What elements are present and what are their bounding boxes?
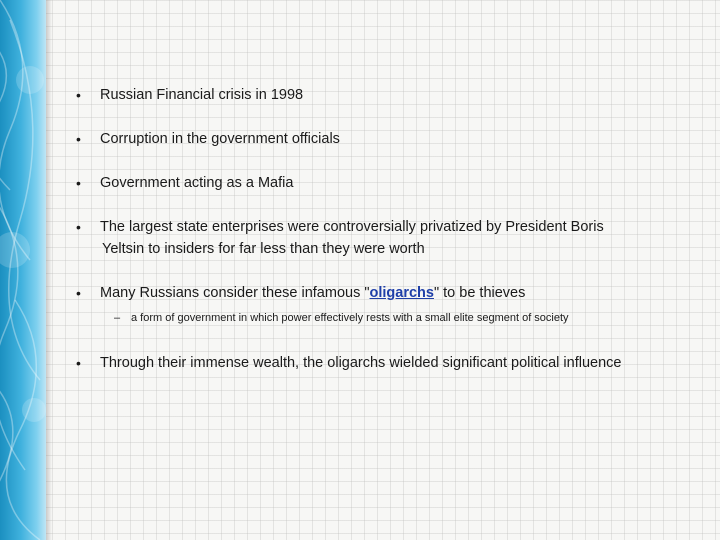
bullet-item (76, 216, 686, 260)
bullet-item (76, 282, 686, 304)
wave-pattern-icon (0, 0, 46, 540)
bullet-text-suffix: " to be thieves (433, 285, 526, 301)
bullet-text: Russian Financial crisis in 1998 (100, 87, 304, 103)
bullet-item (76, 128, 686, 150)
oligarchs-link[interactable]: oligarchs (369, 285, 434, 301)
accent-bar-shadow (46, 0, 52, 540)
bullet-item (76, 84, 686, 106)
bullet-point: • (76, 355, 81, 371)
bullet-item (76, 352, 686, 374)
bullet-text: Through their immense wealth, the oligarchs wielded significant political influence (100, 355, 622, 371)
bullet-text: Corruption in the government officials (100, 131, 340, 147)
sub-bullet-item (76, 310, 686, 326)
sub-bullet-dash: – (114, 312, 121, 324)
bullet-point: • (76, 131, 81, 147)
bullet-text-line: The largest state enterprises were controversially privatized by President Boris (100, 219, 604, 235)
bullet-point: • (76, 175, 81, 191)
bullet-point: • (76, 87, 81, 103)
bullet-text: Government acting as a Mafia (100, 175, 294, 191)
bullet-point: • (76, 285, 81, 301)
bullet-text-prefix: Many Russians consider these infamous " (100, 285, 370, 301)
bullet-text-line: Yeltsin to insiders for far less than they were worth (102, 241, 425, 257)
bullet-point: • (76, 219, 81, 235)
bullet-item (76, 172, 686, 194)
sub-bullet-text: a form of government in which power effectively rests with a small elite segment of society (131, 312, 569, 324)
bullet-list (76, 84, 686, 374)
decorative-accent-bar (0, 0, 46, 540)
